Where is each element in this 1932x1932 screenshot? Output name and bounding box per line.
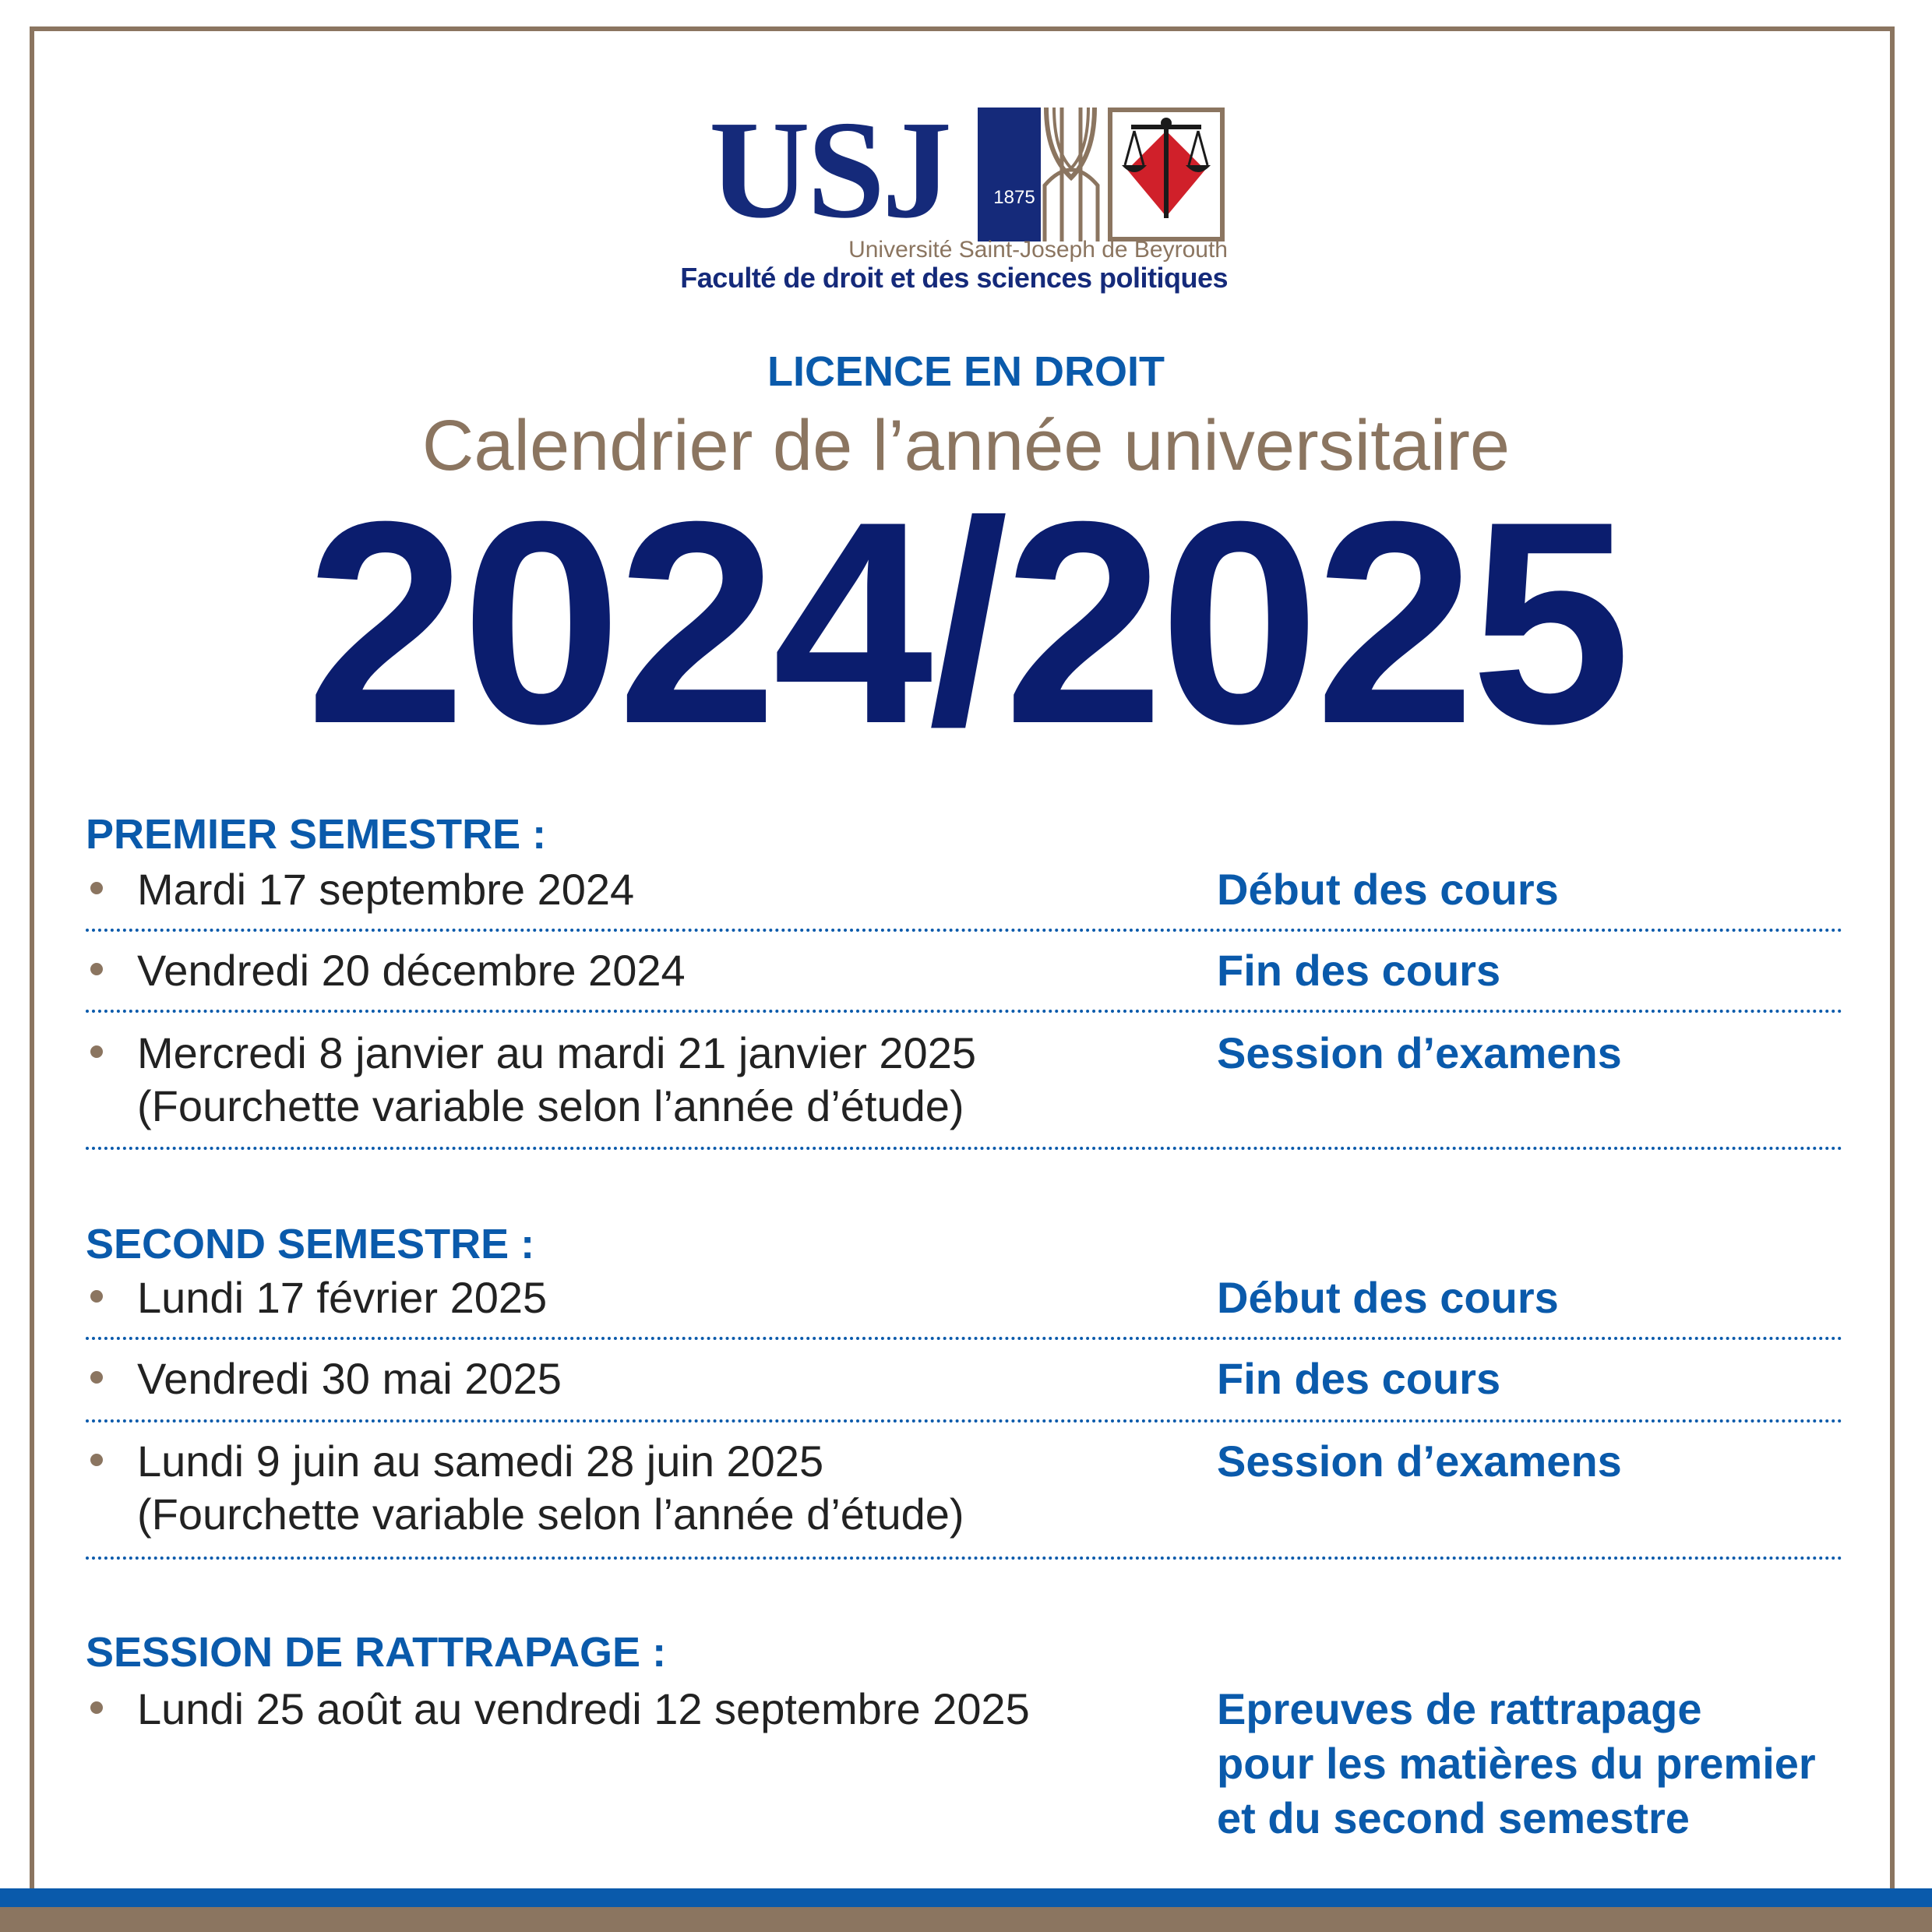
usj-logo (680, 92, 1239, 302)
row-note: (Fourchette variable selon l’année d’étude) (137, 1081, 964, 1130)
academic-year: 2024/2025 (305, 462, 1627, 784)
dotted-divider (86, 1419, 1843, 1423)
bullet-icon (90, 1371, 103, 1384)
row-label-line-1: Epreuves de rattrapage (1217, 1684, 1702, 1733)
row-label: Session d’examens (1217, 1437, 1622, 1486)
row-date: Lundi 17 février 2025 (137, 1273, 548, 1322)
section-heading-makeup-session: SESSION DE RATTRAPAGE : (86, 1629, 667, 1676)
row-date: Mardi 17 septembre 2024 (137, 865, 635, 914)
row-label: Début des cours (1217, 865, 1559, 914)
dotted-divider (86, 1337, 1843, 1340)
dotted-divider (86, 1147, 1843, 1150)
row-date: Vendredi 30 mai 2025 (137, 1354, 562, 1403)
architecture-arch-icon (978, 108, 1102, 242)
calendar-title: Calendrier de l’année universitaire (421, 406, 1511, 485)
row-label: Début des cours (1217, 1273, 1559, 1322)
logo-university-name: Université Saint-Joseph de Beyrouth (848, 237, 1228, 263)
row-date: Mercredi 8 janvier au mardi 21 janvier 2025 (137, 1028, 976, 1077)
scales-of-justice-icon (1108, 108, 1225, 242)
row-date: Lundi 25 août au vendredi 12 septembre 2025 (137, 1684, 1030, 1733)
row-date: Lundi 9 juin au samedi 28 juin 2025 (137, 1437, 824, 1486)
dotted-divider (86, 929, 1843, 932)
bullet-icon (90, 1454, 103, 1466)
row-label: Fin des cours (1217, 946, 1501, 995)
section-heading-first-semester: PREMIER SEMESTRE : (86, 811, 547, 858)
logo-year: 1875 (993, 187, 1035, 208)
row-label: Fin des cours (1217, 1354, 1501, 1403)
row-label: Session d’examens (1217, 1028, 1622, 1077)
bullet-icon (90, 1290, 103, 1303)
row-label-line-3: et du second semestre (1217, 1793, 1690, 1842)
dotted-divider (86, 1557, 1843, 1560)
bullet-icon (90, 963, 103, 975)
section-heading-second-semester: SECOND SEMESTRE : (86, 1221, 535, 1267)
bullet-icon (90, 1045, 103, 1058)
footer-blue-band (0, 1888, 1932, 1907)
dotted-divider (86, 1010, 1843, 1013)
logo-acronym: USJ (709, 92, 950, 247)
logo-faculty-name: Faculté de droit et des sciences politiques (680, 262, 1228, 294)
program-title: LICENCE EN DROIT (767, 348, 1165, 395)
bullet-icon (90, 1701, 103, 1714)
row-note: (Fourchette variable selon l’année d’étude) (137, 1490, 964, 1539)
bullet-icon (90, 882, 103, 894)
footer-brown-band (0, 1907, 1932, 1932)
row-label-line-2: pour les matières du premier (1217, 1739, 1816, 1788)
row-date: Vendredi 20 décembre 2024 (137, 946, 686, 995)
